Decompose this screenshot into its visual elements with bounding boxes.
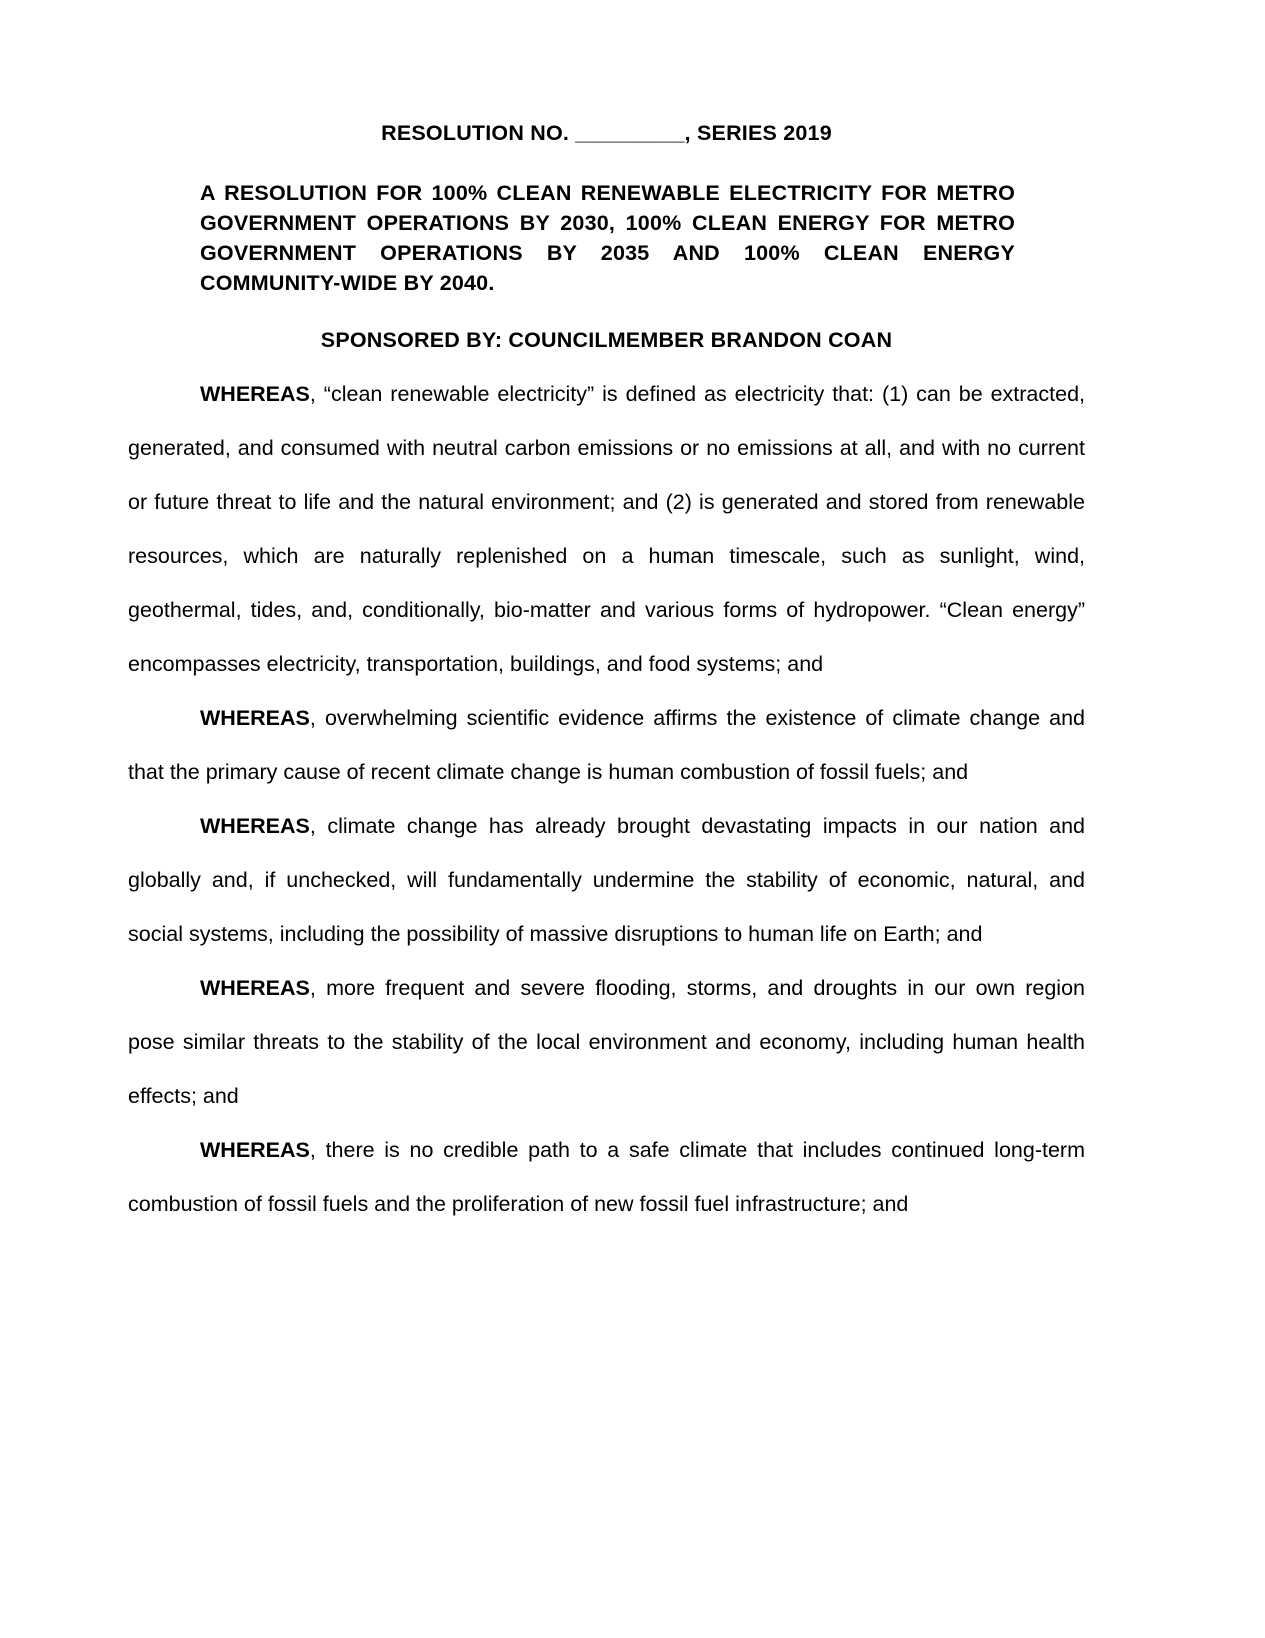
whereas-label-4: WHEREAS (200, 976, 310, 1001)
paragraph-whereas-2 (128, 691, 1085, 799)
paragraph-whereas-3 (128, 799, 1085, 961)
paragraph-text-2: , overwhelming scientific evidence affirms the existence of climate change and that the primary cause of recent climate change is human combustion of fossil fuels; and (128, 706, 1085, 785)
paragraph-text-1: , “clean renewable electricity” is defined as electricity that: (1) can be extracted, generated, and consumed with neutral carbon emissions or no emissions at all, and with no current or future threat to life and the natural environment; and (2) is generated and stored from renewable resources, which are naturally replenished on a human timescale, such as sunlight, wind, geothermal, tides, and, conditionally, bio-matter and various forms of hydropower. “Clean energy” encompasses electricity, transportation, buildings, and food systems; and (128, 382, 1085, 677)
paragraph-text-5: , there is no credible path to a safe climate that includes continued long-term combustion of fossil fuels and the proliferation of new fossil fuel infrastructure; and (128, 1138, 1085, 1217)
whereas-label-1: WHEREAS (200, 382, 310, 407)
paragraph-text-3: , climate change has already brought devastating impacts in our nation and globally and, if unchecked, will fundamentally undermine the stability of economic, natural, and social systems, including the possibility of massive disruptions to human life on Earth; and (128, 814, 1085, 947)
paragraph-whereas-5 (128, 1123, 1085, 1231)
whereas-label-2: WHEREAS (200, 706, 310, 731)
resolution-heading: A RESOLUTION FOR 100% CLEAN RENEWABLE ELECTRICITY FOR METRO GOVERNMENT OPERATIONS BY 2030, 100% CLEAN ENERGY FOR METRO GOVERNMENT OPERATIONS BY 2035 AND 100% CLEAN ENERGY COMMUNITY-WIDE BY 2040. (200, 180, 1015, 296)
paragraph-whereas-4 (128, 961, 1085, 1123)
resolution-title: RESOLUTION NO. _________, SERIES 2019 (381, 121, 832, 145)
paragraph-whereas-1 (128, 367, 1085, 691)
whereas-label-5: WHEREAS (200, 1138, 310, 1163)
whereas-label-3: WHEREAS (200, 814, 310, 839)
sponsored-by-line: SPONSORED BY: COUNCILMEMBER BRANDON COAN (320, 328, 893, 353)
paragraph-text-4: , more frequent and severe flooding, storms, and droughts in our own region pose similar threats to the stability of the local environment and economy, including human health effects; and (128, 976, 1085, 1109)
